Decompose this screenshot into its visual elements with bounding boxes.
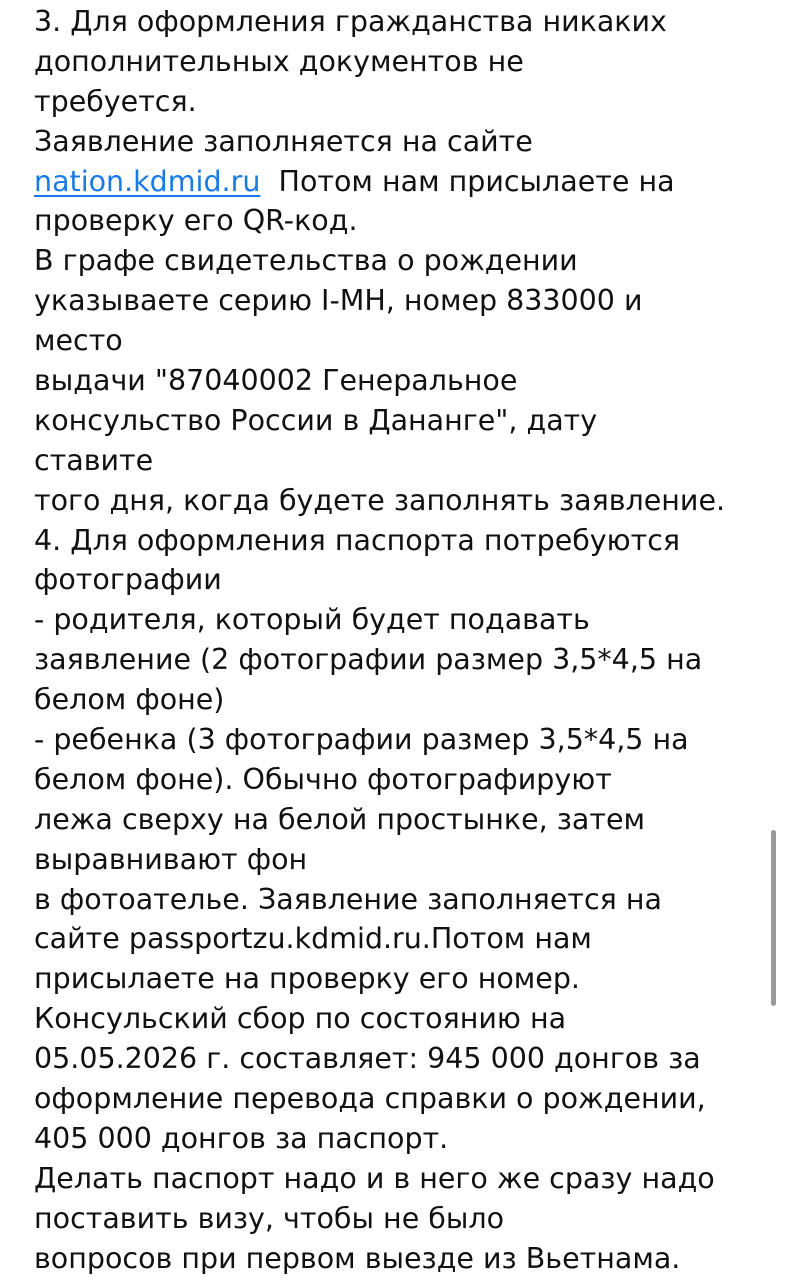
message-line: оформление перевода справки о рождении, xyxy=(34,1082,706,1116)
message-line: заявление (2 фотографии размер 3,5*4,5 на xyxy=(34,643,703,677)
message-line: дополнительных документов не xyxy=(34,44,524,78)
message-line: - ребенка (3 фотографии размер 3,5*4,5 на xyxy=(34,723,689,757)
message-line: белом фоне). Обычно фотографируют xyxy=(34,762,612,796)
message-line-text: Потом нам присылаете на xyxy=(260,164,675,198)
message-line: поставить визу, чтобы не было xyxy=(34,1201,505,1235)
message-line: лежа сверху на белой простынке, затем xyxy=(34,802,646,836)
message-line: консульство России в Дананге", дату xyxy=(34,403,598,437)
message-line: выравнивают фон xyxy=(34,842,308,876)
message-line xyxy=(34,162,774,202)
message-line: Заявление заполняется на сайте xyxy=(34,124,533,158)
message-line: сайте passportzu.kdmid.ru.Потом нам xyxy=(34,922,592,956)
message-line: фотографии xyxy=(34,563,222,597)
message-line: Консульский сбор по состоянию на xyxy=(34,1002,567,1036)
message-text xyxy=(34,2,774,1279)
message-line: 05.05.2026 г. составляет: 945 000 донгов за xyxy=(34,1042,701,1076)
message-line: выдачи "87040002 Генеральное xyxy=(34,364,518,398)
message-line: вопросов при первом выезде из Вьетнама. xyxy=(34,1241,681,1275)
message-line: 405 000 донгов за паспорт. xyxy=(34,1121,449,1155)
message-line: - родителя, который будет подавать xyxy=(34,603,590,637)
message-line: присылаете на проверку его номер. xyxy=(34,962,580,996)
nation-kdmid-link[interactable]: nation.kdmid.ru xyxy=(34,164,261,198)
message-line: требуется. xyxy=(34,84,197,118)
message-line: в фотоателье. Заявление заполняется на xyxy=(34,882,662,916)
message-line: Делать паспорт надо и в него же сразу надо xyxy=(34,1161,715,1195)
message-line: ставите xyxy=(34,443,154,477)
message-line: проверку его QR-код. xyxy=(34,204,358,238)
message-line: белом фоне) xyxy=(34,683,225,717)
message-line: В графе свидетельства о рождении xyxy=(34,244,578,278)
message-line: того дня, когда будете заполнять заявление. xyxy=(34,483,726,517)
message-line: указываете серию I-МН, номер 833000 и xyxy=(34,284,643,318)
message-line: место xyxy=(34,324,123,358)
vertical-scrollbar[interactable] xyxy=(771,830,776,1006)
message-line: 4. Для оформления паспорта потребуются xyxy=(34,523,681,557)
message-line: 3. Для оформления гражданства никаких xyxy=(34,5,667,38)
